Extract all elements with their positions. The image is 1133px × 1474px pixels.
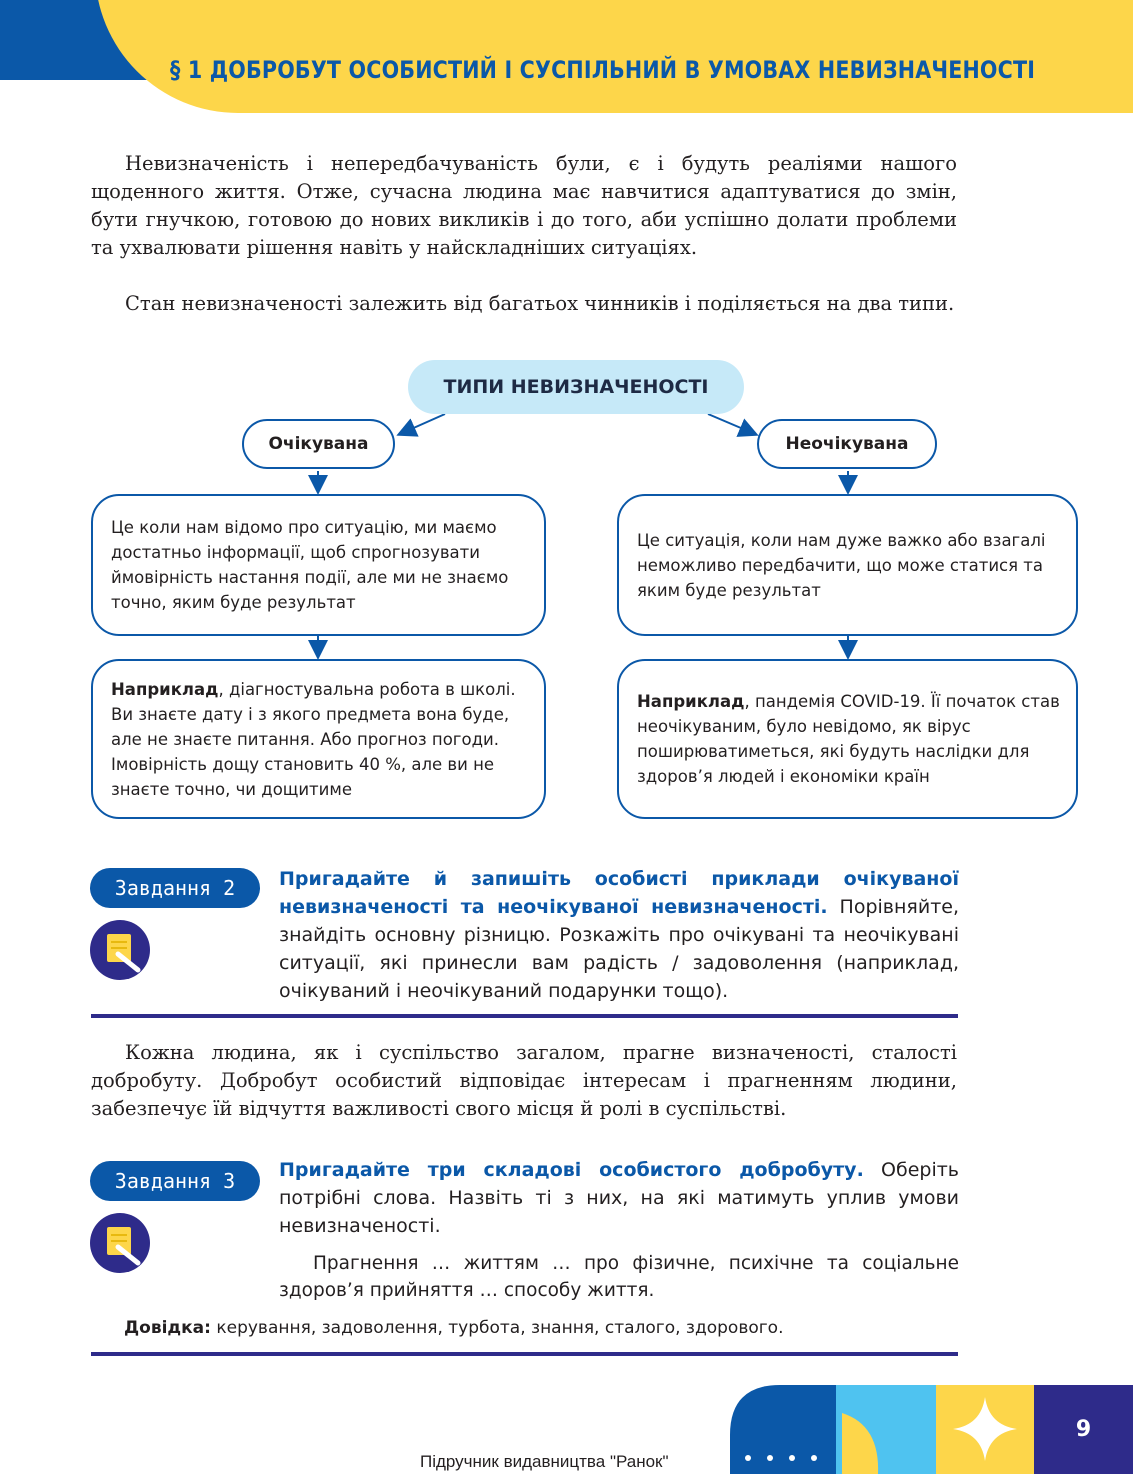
reference-words: керування, задоволення, турбота, знання, сталого, здорового.	[210, 1318, 784, 1338]
task-3-body: Оберіть потрібні слова. Назвіть ті з них, на які матимуть уплив умови невизначеності.	[279, 1159, 960, 1237]
task-3-highlight: Пригадайте три складові особистого добробуту.	[279, 1159, 864, 1181]
intro-paragraph-2: Стан невизначеності залежить від багатьох чинників і поділяється на два типи.	[125, 292, 955, 315]
diagram-right-type: Неочікувана	[757, 419, 937, 469]
page-number: 9	[1034, 1385, 1133, 1474]
diagram-left-type: Очікувана	[242, 419, 395, 469]
page-title: § 1 ДОБРОБУТ ОСОБИСТИЙ І СУСПІЛЬНИЙ В УМОВАХ НЕВИЗНАЧЕНОСТІ	[170, 56, 1036, 84]
diagram-root: ТИПИ НЕВИЗНАЧЕНОСТІ	[408, 360, 744, 414]
reference-line	[124, 1318, 783, 1338]
publisher-caption: Підручник видавництва "Ранок"	[420, 1452, 669, 1471]
diagram-left-example	[91, 659, 546, 819]
task-3-text	[279, 1156, 959, 1240]
diagram-right-definition	[617, 494, 1078, 636]
right-example-text: , пандемія COVID-19. Її початок став неочікуваним, було невідомо, як вірус поширюватиметься, які будуть наслідки для здоров’я людей і економіки країн	[637, 692, 1060, 786]
footer-decoration	[730, 1385, 1034, 1474]
notepad-pencil-icon	[90, 920, 150, 980]
reference-label: Довідка:	[124, 1318, 211, 1338]
task-2-text	[279, 865, 959, 1005]
notepad-pencil-icon	[90, 1213, 150, 1273]
arrow-root-to-left	[400, 414, 445, 434]
middle-paragraph: Кожна людина, як і суспільство загалом, прагне визначеності, сталості добробуту. Добробут особистий відповідає інтересам і прагненням людини, забезпечує їй відчуття важливості свого місця й ролі в суспільстві.	[91, 1041, 957, 1120]
arrow-root-to-right	[708, 414, 755, 434]
diagram-right-example	[617, 659, 1078, 819]
right-example-label: Наприклад	[637, 692, 745, 711]
divider-rule	[91, 1352, 958, 1356]
task-3-exercise: Прагнення … життям … про фізичне, психічне та соціальне здоров’я прийняття … способу життя.	[279, 1253, 959, 1301]
right-definition-text: Це ситуація, коли нам дуже важко або взагалі неможливо передбачити, що може статися та яким буде результат	[637, 530, 1046, 600]
left-definition-text: Це коли нам відомо про ситуацію, ми маємо достатньо інформації, щоб спрогнозувати ймовірність настання події, але ми не знаємо точно, яким буде результат	[111, 518, 509, 612]
left-example-text: , діагностувальна робота в школі. Ви знаєте дату і з якого предмета вона буде, але не знаєте питання. Або прогноз погоди. Імовірність дощу становить 40 %, але ви не знаєте точно, чи дощитиме	[111, 679, 516, 799]
task-2-highlight: Пригадайте й запишіть особисті приклади очікуваної невизначеності та неочікуваної невизначеності.	[279, 868, 959, 918]
left-example-label: Наприклад	[111, 679, 219, 699]
task-3-badge: Завдання 3	[90, 1161, 260, 1201]
task-2-body: Порівняйте, знайдіть основну різницю. Розкажіть про очікувані та неочікувані ситуації, які принесли вам радість / задоволення (наприклад, очікуваний і неочікуваний подарунки тощо).	[279, 896, 959, 1002]
intro-paragraph-1: Невизначеність і непередбачуваність були, є і будуть реаліями нашого щоденного життя. Отже, сучасна людина має навчитися адаптуватися до змін, бути гнучкою, готовою до нових викликів і до того, аби успішно долати проблеми та ухвалювати рішення навіть у найскладніших ситуаціях.	[91, 152, 957, 259]
divider-rule	[91, 1014, 958, 1018]
diagram-left-definition	[91, 494, 546, 636]
task-2-badge: Завдання 2	[90, 868, 260, 908]
